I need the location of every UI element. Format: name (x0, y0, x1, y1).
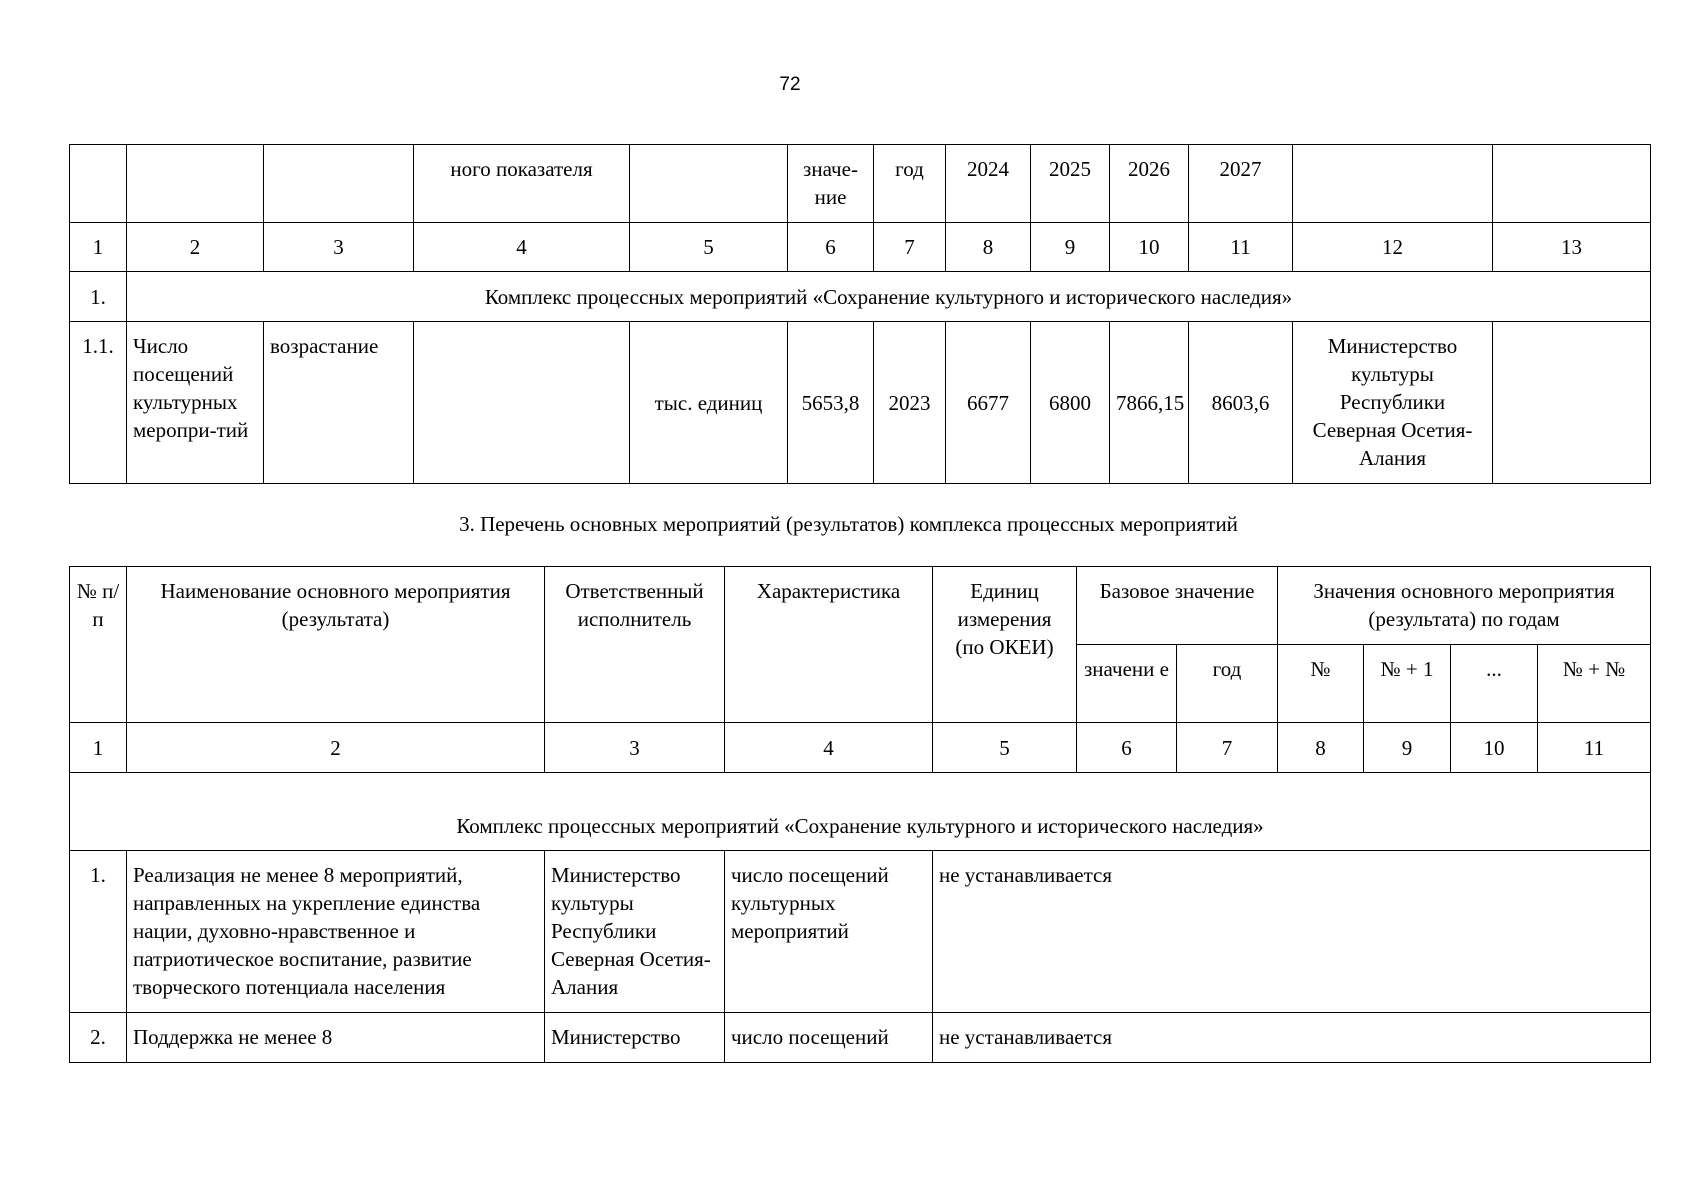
table2-header-row (70, 567, 1651, 645)
t1-indicator-direction: возрастание (264, 322, 414, 484)
t2-num-cell: 10 (1451, 723, 1538, 773)
table2-number-row (70, 723, 1651, 773)
t1-h-value: значе-ние (788, 145, 874, 223)
t2-h-characteristic: Характеристика (725, 567, 933, 723)
t1-num-cell: 5 (630, 223, 788, 272)
t2-h-values-group: Значения основного мероприятия (результата) по годам (1278, 567, 1651, 645)
t1-num-cell: 6 (788, 223, 874, 272)
t2-num-cell: 5 (933, 723, 1077, 773)
t1-responsible: Министерство культуры Республики Северная Осетия-Алания (1293, 322, 1493, 484)
table2-row (70, 1013, 1651, 1063)
t2-num-cell: 2 (127, 723, 545, 773)
t1-base-value: 5653,8 (788, 322, 874, 484)
t1-h-c12 (1293, 145, 1493, 223)
page-number: 72 (779, 74, 801, 95)
t1-value-2026: 7866,15 (1110, 322, 1189, 484)
t1-value-2024: 6677 (946, 322, 1031, 484)
t1-c4 (414, 322, 630, 484)
t1-h-2025: 2025 (1031, 145, 1110, 223)
t2-h-responsible: Ответственный исполнитель (545, 567, 725, 723)
t1-h-c13 (1493, 145, 1651, 223)
t2-h-year-2: № + 1 (1364, 645, 1451, 723)
t2-responsible: Министерство (545, 1013, 725, 1063)
t1-h-2027: 2027 (1189, 145, 1293, 223)
t1-h-2024: 2024 (946, 145, 1031, 223)
t2-row-number: 2. (70, 1013, 127, 1063)
t2-h-year-3: ... (1451, 645, 1538, 723)
t2-h-base-value: значени е (1077, 645, 1177, 723)
t2-num-cell: 1 (70, 723, 127, 773)
t1-num-cell: 2 (127, 223, 264, 272)
t2-h-base-year: год (1177, 645, 1278, 723)
t1-h-c1 (70, 145, 127, 223)
table2-section-row (70, 773, 1651, 851)
t2-responsible: Министерство культуры Республики Северная Осетия-Алания (545, 851, 725, 1013)
t1-num-cell: 9 (1031, 223, 1110, 272)
t1-num-cell: 3 (264, 223, 414, 272)
table1-data-row (70, 322, 1651, 484)
t1-h-c5 (630, 145, 788, 223)
t1-unit: тыс. единиц (630, 322, 788, 484)
t1-h-2026: 2026 (1110, 145, 1189, 223)
t2-h-name: Наименование основного мероприятия (результата) (127, 567, 545, 723)
t2-h-year-4: № + № (1538, 645, 1651, 723)
t1-base-year: 2023 (874, 322, 946, 484)
t2-h-num: № п/п (70, 567, 127, 723)
t2-activity-name: Реализация не менее 8 мероприятий, направленных на укрепление единства нации, духовно-нравственное и патриотическое воспитание, развитие творческого потенциала населения (127, 851, 545, 1013)
t1-row-number: 1.1. (70, 322, 127, 484)
t2-row-number: 1. (70, 851, 127, 1013)
t1-c13 (1493, 322, 1651, 484)
t2-section-title: Комплекс процессных мероприятий «Сохранение культурного и исторического наследия» (70, 773, 1651, 851)
t1-h-c3 (264, 145, 414, 223)
indicators-table (69, 144, 1651, 484)
t1-num-cell: 1 (70, 223, 127, 272)
activities-table (69, 566, 1651, 1063)
t1-h-c2 (127, 145, 264, 223)
t2-activity-name: Поддержка не менее 8 (127, 1013, 545, 1063)
t2-num-cell: 9 (1364, 723, 1451, 773)
t1-h-year: год (874, 145, 946, 223)
t2-num-cell: 7 (1177, 723, 1278, 773)
t1-indicator-name: Число посещений культурных меропри-тий (127, 322, 264, 484)
t2-h-year-1: № (1278, 645, 1364, 723)
t1-num-cell: 10 (1110, 223, 1189, 272)
t2-num-cell: 8 (1278, 723, 1364, 773)
t1-num-cell: 8 (946, 223, 1031, 272)
t2-characteristic: число посещений культурных мероприятий (725, 851, 933, 1013)
t2-num-cell: 6 (1077, 723, 1177, 773)
table1-number-row (70, 223, 1651, 272)
t1-value-2025: 6800 (1031, 322, 1110, 484)
t1-num-cell: 4 (414, 223, 630, 272)
table2-row (70, 851, 1651, 1013)
t1-section-title: Комплекс процессных мероприятий «Сохранение культурного и исторического наследия» (127, 272, 1651, 322)
t1-num-cell: 11 (1189, 223, 1293, 272)
t2-num-cell: 4 (725, 723, 933, 773)
section-caption: 3. Перечень основных мероприятий (результатов) комплекса процессных мероприятий (459, 512, 1238, 536)
t2-num-cell: 3 (545, 723, 725, 773)
t2-h-base-group: Базовое значение (1077, 567, 1278, 645)
t1-num-cell: 12 (1293, 223, 1493, 272)
table1-header-row (70, 145, 1651, 223)
t2-values: не устанавливается (933, 1013, 1651, 1063)
table1-section-row (70, 272, 1651, 322)
t1-value-2027: 8603,6 (1189, 322, 1293, 484)
t1-num-cell: 13 (1493, 223, 1651, 272)
t2-characteristic: число посещений (725, 1013, 933, 1063)
t1-section-number: 1. (70, 272, 127, 322)
t1-h-indicator-name: ного показателя (414, 145, 630, 223)
t2-h-unit: Единиц измерения (по ОКЕИ) (933, 567, 1077, 723)
t2-num-cell: 11 (1538, 723, 1651, 773)
t2-values: не устанавливается (933, 851, 1651, 1013)
t1-num-cell: 7 (874, 223, 946, 272)
